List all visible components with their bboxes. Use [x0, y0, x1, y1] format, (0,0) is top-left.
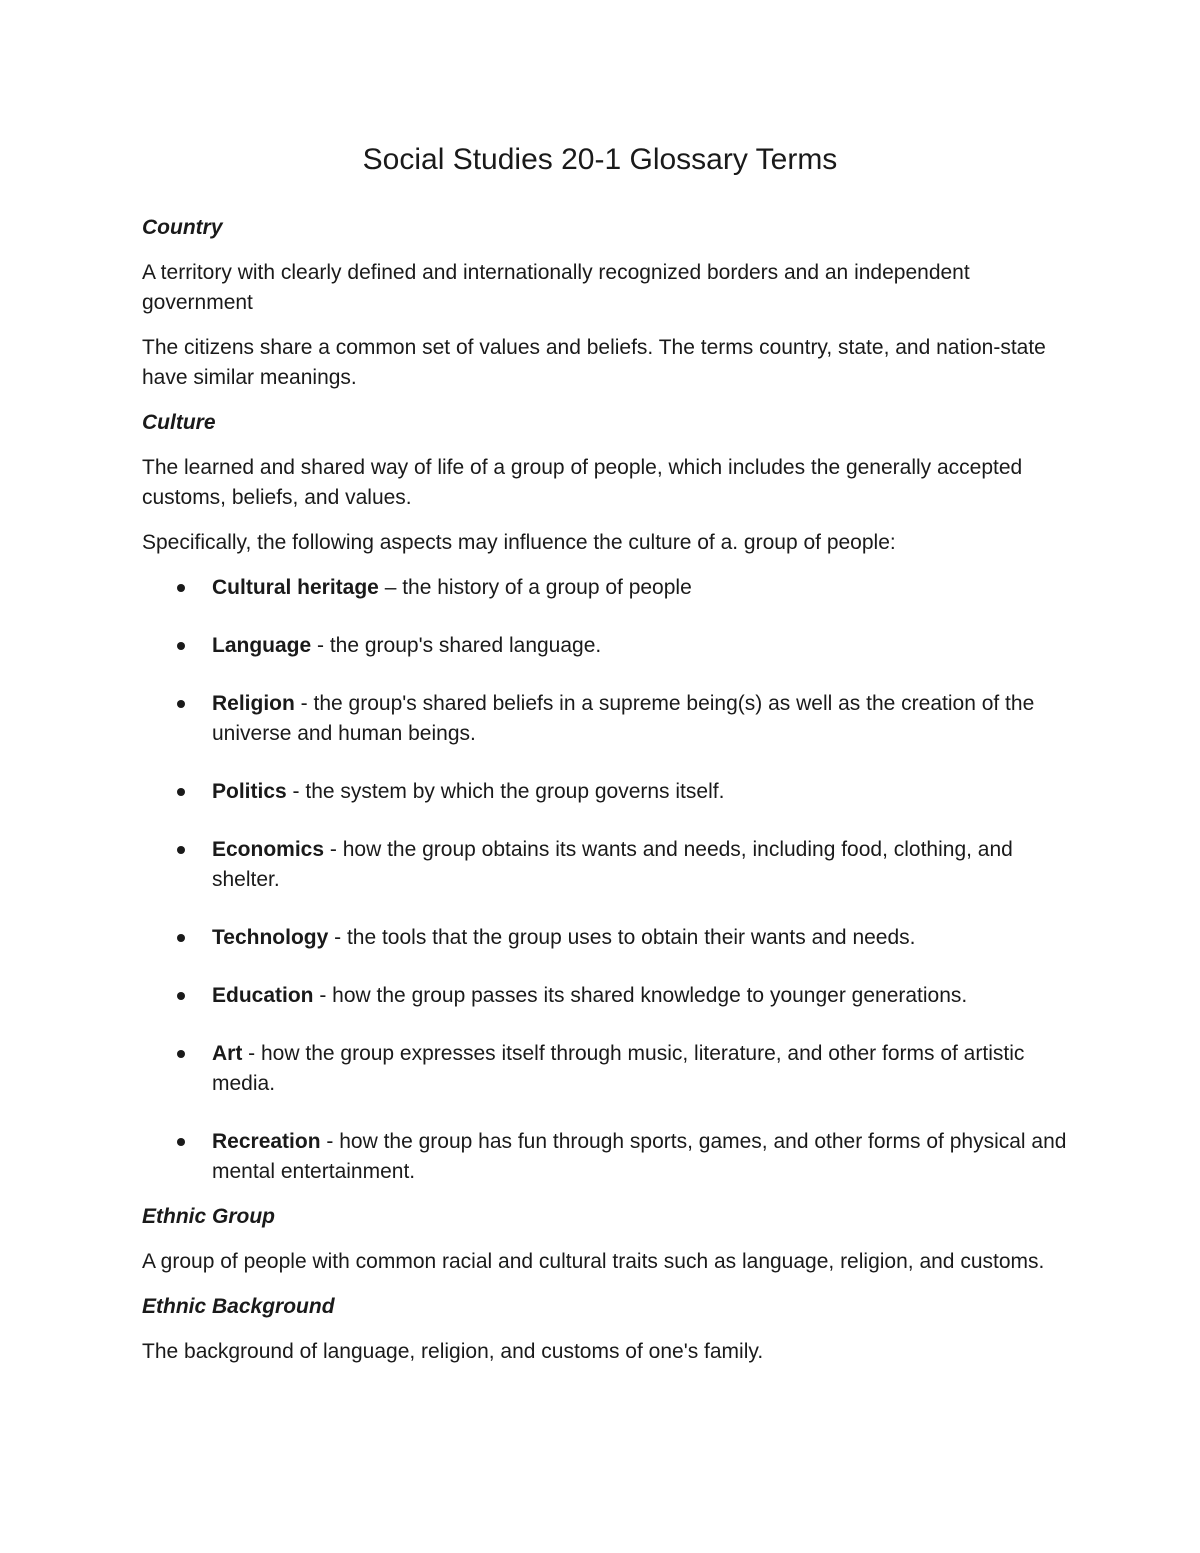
term-heading: Country [142, 216, 223, 239]
glossary-entry-country [142, 213, 1072, 393]
aspect-description: - the tools that the group uses to obtain their wants and needs. [328, 926, 916, 949]
glossary-content [142, 213, 1072, 1382]
glossary-entry-ethnic-group [142, 1202, 1072, 1277]
aspect-description: - how the group has fun through sports, games, and other forms of physical and mental entertainment. [212, 1130, 1067, 1183]
bullet-icon [177, 992, 185, 1000]
culture-aspects-list [142, 573, 1072, 1187]
bullet-icon [177, 1138, 185, 1146]
list-item [142, 573, 1072, 603]
bullet-icon [177, 846, 185, 854]
list-item [142, 835, 1072, 895]
bullet-icon [177, 788, 185, 796]
aspect-description: - how the group passes its shared knowledge to younger generations. [313, 984, 968, 1007]
aspect-description: - how the group obtains its wants and needs, including food, clothing, and shelter. [212, 838, 1013, 891]
term-heading: Ethnic Background [142, 1295, 335, 1318]
term-definition: A territory with clearly defined and internationally recognized borders and an independent government [142, 261, 970, 314]
list-item [142, 1039, 1072, 1099]
term-definition: The learned and shared way of life of a group of people, which includes the generally accepted customs, beliefs, and values. [142, 456, 1023, 509]
aspect-name: Religion [212, 692, 295, 715]
aspect-description: - how the group expresses itself through music, literature, and other forms of artistic media. [212, 1042, 1025, 1095]
bullet-icon [177, 700, 185, 708]
aspect-description: – the history of a group of people [378, 576, 692, 599]
bullet-icon [177, 1050, 185, 1058]
list-item [142, 981, 1072, 1011]
page-title: Social Studies 20-1 Glossary Terms [362, 143, 838, 176]
aspect-description: - the group's shared beliefs in a supreme being(s) as well as the creation of the universe and human beings. [212, 692, 1035, 745]
list-item [142, 689, 1072, 749]
aspect-name: Technology [212, 926, 329, 949]
aspects-intro: Specifically, the following aspects may influence the culture of a. group of people: [142, 531, 896, 554]
aspect-name: Language [212, 634, 312, 657]
aspect-name: Cultural heritage [212, 576, 379, 599]
bullet-icon [177, 642, 185, 650]
term-heading: Ethnic Group [142, 1205, 275, 1228]
aspect-description: - the group's shared language. [311, 634, 602, 657]
term-note: The citizens share a common set of values and beliefs. The terms country, state, and nation-state have similar meanings. [142, 336, 1046, 389]
aspect-description: - the system by which the group governs itself. [286, 780, 725, 803]
term-definition: A group of people with common racial and cultural traits such as language, religion, and customs. [142, 1250, 1045, 1273]
aspect-name: Politics [212, 780, 287, 803]
term-heading: Culture [142, 411, 216, 434]
aspect-name: Recreation [212, 1130, 321, 1153]
list-item [142, 777, 1072, 807]
bullet-icon [177, 584, 185, 592]
glossary-entry-culture [142, 408, 1072, 1187]
glossary-entry-ethnic-background [142, 1292, 1072, 1367]
list-item [142, 923, 1072, 953]
list-item [142, 1127, 1072, 1187]
list-item [142, 631, 1072, 661]
term-definition: The background of language, religion, and customs of one's family. [142, 1340, 764, 1363]
aspect-name: Economics [212, 838, 325, 861]
bullet-icon [177, 934, 185, 942]
aspect-name: Art [212, 1042, 243, 1065]
aspect-name: Education [212, 984, 314, 1007]
